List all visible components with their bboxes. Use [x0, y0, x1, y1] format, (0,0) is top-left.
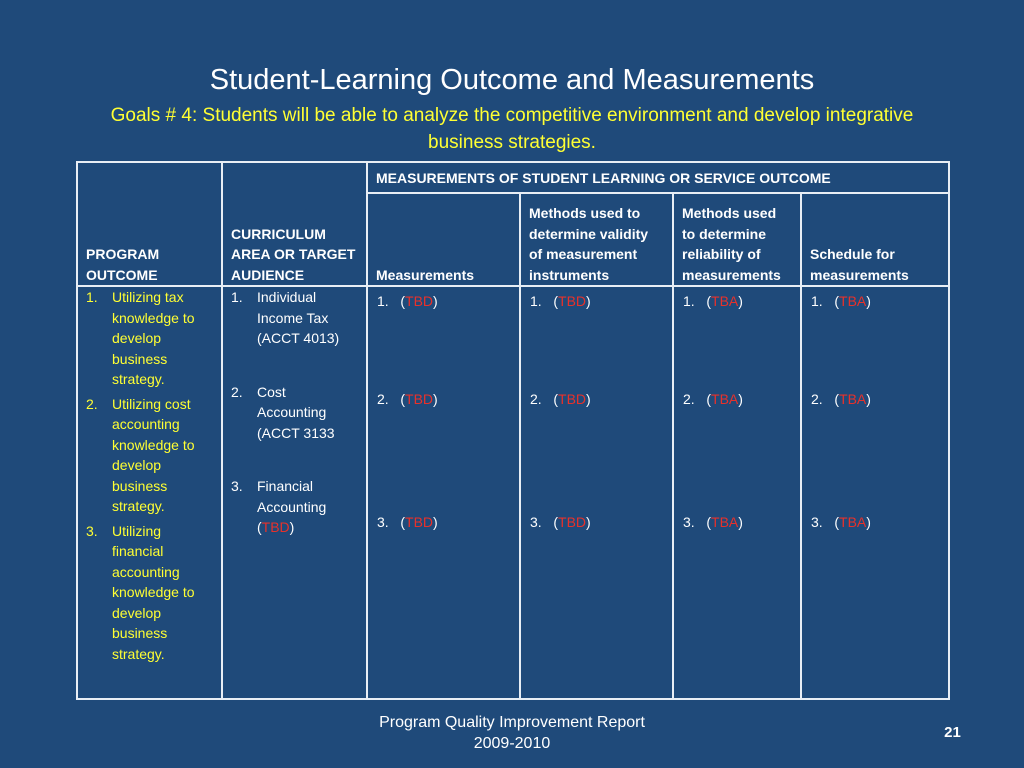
validity-item: 2. (TBD)	[530, 391, 591, 407]
reliability-item: 2. (TBA)	[683, 391, 743, 407]
schedule-item: 2. (TBA)	[811, 391, 871, 407]
header-reliability: Methods used to determine reliability of measurements	[673, 193, 801, 286]
header-measurement-group: MEASUREMENTS OF STUDENT LEARNING OR SERVICE OUTCOME	[367, 162, 949, 193]
page-number: 21	[944, 724, 961, 741]
reliability-item: 3. (TBA)	[683, 514, 743, 530]
program-outcome-cell	[77, 286, 222, 699]
curriculum-item: 2. Cost Accounting (ACCT 3133	[231, 383, 335, 441]
curriculum-item: 3. Financial Accounting (TBD)	[231, 478, 327, 535]
validity-cell	[520, 286, 673, 699]
program-outcome-item: 3. Utilizing financial accounting knowledge to develop business strategy.	[86, 522, 195, 662]
measurements-cell	[367, 286, 520, 699]
footer-line-year: 2009-2010	[473, 735, 551, 752]
reliability-item: 1. (TBA)	[683, 293, 743, 309]
slide-subtitle: Goals # 4: Students will be able to analyze the competitive environment and develop integrative business strategies.	[110, 105, 914, 153]
curriculum-item: 1. Individual Income Tax (ACCT 4013)	[231, 289, 340, 346]
schedule-cell	[801, 286, 949, 699]
header-measurements: Measurements	[367, 193, 520, 286]
program-outcome-item: 1. Utilizing tax knowledge to develop business strategy.	[86, 289, 195, 387]
curriculum-list	[231, 287, 358, 538]
header-validity: Methods used to determine validity of measurement instruments	[520, 193, 673, 286]
footer-line-report: Program Quality Improvement Report	[379, 714, 645, 731]
schedule-item: 1. (TBA)	[811, 293, 871, 309]
program-outcome-item: 2. Utilizing cost accounting knowledge to develop business strategy.	[86, 395, 195, 514]
measurement-item: 3. (TBD)	[377, 514, 438, 530]
outcome-table	[76, 161, 950, 700]
measurement-item: 1. (TBD)	[377, 293, 438, 309]
measurement-item: 2. (TBD)	[377, 391, 438, 407]
header-schedule: Schedule for measurements	[801, 193, 949, 286]
schedule-item: 3. (TBA)	[811, 514, 871, 530]
footer-text	[312, 712, 712, 754]
program-outcome-list	[86, 287, 213, 664]
header-curriculum: CURRICULUM AREA OR TARGET AUDIENCE	[222, 162, 367, 286]
slide-title: Student-Learning Outcome and Measurements	[209, 64, 815, 96]
validity-item: 3. (TBD)	[530, 514, 591, 530]
reliability-cell	[673, 286, 801, 699]
curriculum-cell	[222, 286, 367, 699]
validity-item: 1. (TBD)	[530, 293, 591, 309]
header-program-outcome: PROGRAM OUTCOME	[77, 162, 222, 286]
